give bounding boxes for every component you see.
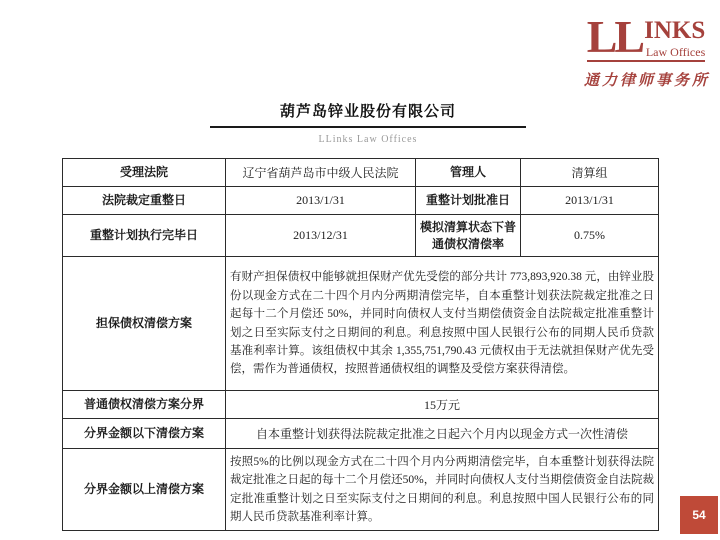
cell-plan-completion-date-label: 重整计划执行完毕日 (63, 215, 226, 257)
table-row (63, 215, 659, 257)
cell-simulated-liquidation-rate-value: 0.75% (521, 215, 659, 257)
cell-ruling-date-label: 法院裁定重整日 (63, 187, 226, 215)
cell-below-threshold-plan-value: 自本重整计划获得法院裁定批准之日起六个月内以现金方式一次性清偿 (226, 419, 659, 449)
cell-secured-claims-plan-label: 担保债权清偿方案 (63, 257, 226, 391)
logo-law-offices-text: Law Offices (645, 45, 706, 59)
cell-plan-approval-date-value: 2013/1/31 (521, 187, 659, 215)
title-divider (210, 126, 526, 128)
table-row (63, 257, 659, 391)
cell-administrator-label: 管理人 (416, 159, 521, 187)
cell-plan-approval-date-label: 重整计划批准日 (416, 187, 521, 215)
llinks-logo (584, 11, 711, 90)
firm-subtitle: LLinks Law Offices (318, 134, 418, 145)
page-number-badge: 54 (680, 496, 718, 534)
cell-ordinary-claims-threshold-label: 普通债权清偿方案分界 (63, 391, 226, 419)
cell-simulated-liquidation-rate-label: 模拟清算状态下普通债权清偿率 (416, 215, 521, 257)
table-row (63, 449, 659, 531)
logo-inks-text: INKS (644, 17, 706, 44)
logo-ll-text: LL (586, 11, 643, 62)
cell-ordinary-claims-threshold-value: 15万元 (226, 391, 659, 419)
cell-below-threshold-plan-label: 分界金额以下清偿方案 (63, 419, 226, 449)
cell-above-threshold-plan-label: 分界金额以上清偿方案 (63, 449, 226, 531)
logo-chinese-name: 通力律师事务所 (584, 72, 711, 89)
slide-header (178, 100, 558, 145)
table-row (63, 419, 659, 449)
cell-plan-completion-date-value: 2013/12/31 (226, 215, 416, 257)
cell-administrator-value: 清算组 (521, 159, 659, 187)
page-title: 葫芦岛锌业股份有限公司 (279, 103, 456, 120)
cell-secured-claims-plan-value: 有财产担保债权中能够就担保财产优先受偿的部分共计 773,893,920.38 元，由锌业股份以现金方式在二十四个月内分两期清偿完毕，自本重整计划获法院裁定批准之日起每十二个月偿还 50%，并同时向债权人支付当期偿债资金自法院裁定批准重整计划之日至实际支付之日期间的利息。利息按照中国人民银行公布的同期人民币贷款基准利率计算。该组债权中其余 1,355,751,790.43 元债权由于无法就担保财产优先受偿，需作为普通债权，按照普通债权组的调整及受偿方案获得清偿。 (226, 257, 659, 391)
cell-accepting-court-label: 受理法院 (63, 159, 226, 187)
cell-above-threshold-plan-value: 按照5%的比例以现金方式在二十四个月内分两期清偿完毕，自本重整计划获得法院裁定批准之日起的每十二个月偿还50%，并同时向债权人支付当期偿债资金自法院裁定批准重整计划之日至实际支付之日期间的利息。利息按照中国人民银行公布的同期人民币贷款基准利率计算。 (226, 449, 659, 531)
cell-accepting-court-value: 辽宁省葫芦岛市中级人民法院 (226, 159, 416, 187)
llinks-logo-english (586, 11, 706, 62)
table-row (63, 187, 659, 215)
restructuring-info-table (62, 158, 659, 531)
table-row (63, 159, 659, 187)
cell-ruling-date-value: 2013/1/31 (226, 187, 416, 215)
table-row (63, 391, 659, 419)
